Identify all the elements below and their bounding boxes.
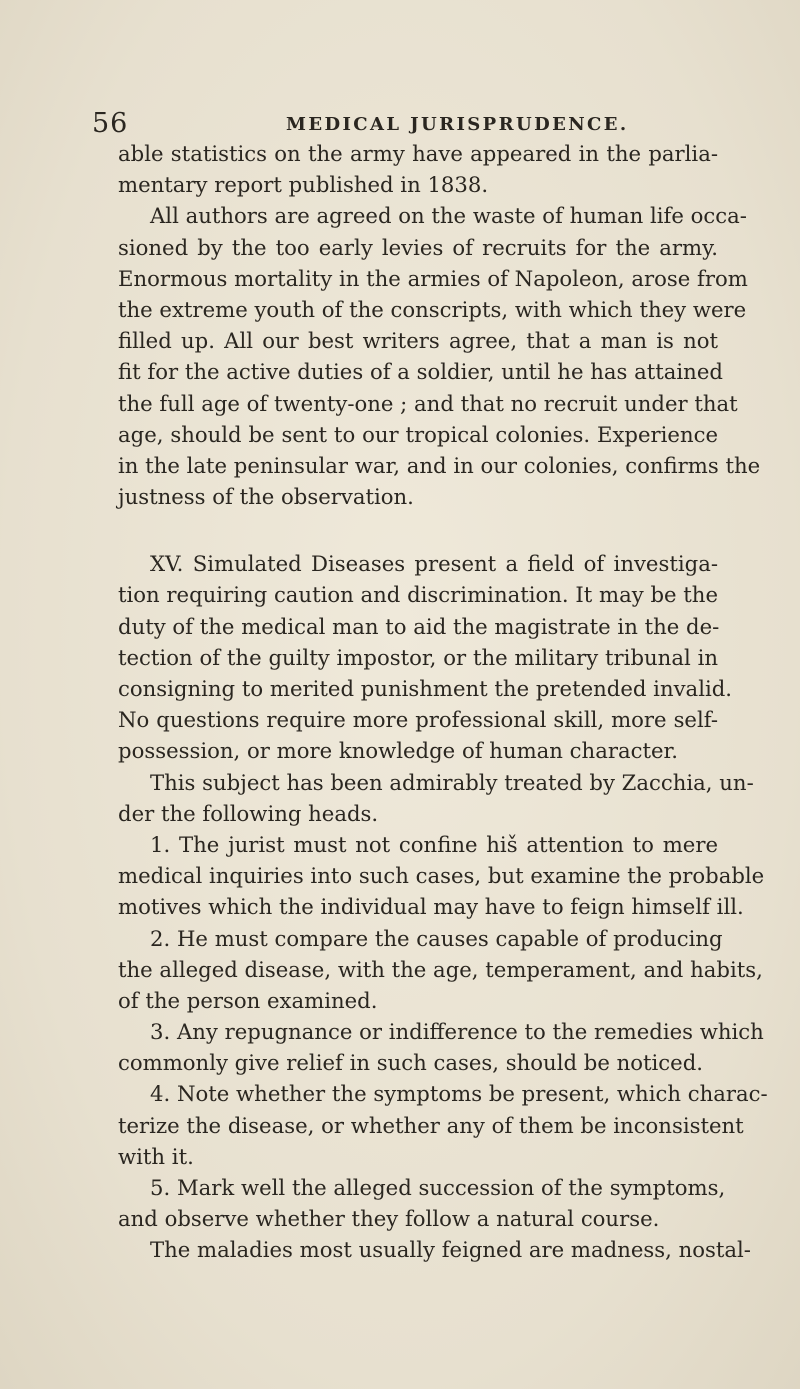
section-gap bbox=[118, 512, 718, 548]
text-line: with it. bbox=[118, 1143, 194, 1169]
text-line: possession, or more knowledge of human character. bbox=[118, 738, 679, 764]
text-line: 1. The jurist must not confine hiš attention to mere bbox=[150, 831, 718, 857]
text-line: sioned by the too early levies of recruits for the army. bbox=[118, 234, 718, 260]
text-line: of the person examined. bbox=[118, 987, 378, 1013]
body-text bbox=[118, 138, 768, 1266]
text-line: the alleged disease, with the age, temperament, and habits, bbox=[118, 956, 763, 982]
paragraph bbox=[118, 767, 754, 829]
text-line: the full age of twenty-one ; and that no recruit under that bbox=[118, 390, 738, 416]
numbered-item bbox=[118, 923, 763, 1017]
text-line: fit for the active duties of a soldier, until he has attained bbox=[118, 359, 723, 385]
numbered-item bbox=[118, 1078, 768, 1172]
text-line: No questions require more professional skill, more self- bbox=[118, 707, 718, 733]
text-line: age, should be sent to our tropical colonies. Experience bbox=[118, 421, 718, 447]
numbered-item bbox=[118, 1172, 726, 1234]
numbered-item bbox=[118, 829, 765, 923]
section-heading-line: XV. Simulated Diseases present a field of investiga- bbox=[150, 551, 718, 577]
text-line: filled up. All our best writers agree, that a man is not bbox=[118, 328, 718, 354]
text-line: duty of the medical man to aid the magistrate in the de- bbox=[118, 613, 720, 639]
text-line: tection of the guilty impostor, or the military tribunal in bbox=[118, 644, 718, 670]
text-line: 2. He must compare the causes capable of producing bbox=[150, 925, 723, 951]
running-title: MEDICAL JURISPRUDENCE. bbox=[286, 114, 629, 135]
text-line: Enormous mortality in the armies of Napoleon, arose from bbox=[118, 265, 748, 291]
numbered-item bbox=[118, 1016, 764, 1078]
text-line: in the late peninsular war, and in our colonies, confirms the bbox=[118, 452, 761, 478]
paragraph bbox=[118, 1234, 751, 1265]
text-line: motives which the individual may have to feign himself ill. bbox=[118, 894, 744, 920]
paragraph bbox=[118, 200, 761, 512]
paragraph bbox=[118, 138, 718, 200]
running-head bbox=[92, 108, 712, 142]
page-number: 56 bbox=[92, 108, 129, 139]
text-line: This subject has been admirably treated by Zacchia, un- bbox=[150, 769, 754, 795]
text-line: 3. Any repugnance or indifference to the remedies which bbox=[150, 1019, 764, 1045]
section-xv bbox=[118, 548, 733, 766]
text-line: All authors are agreed on the waste of human life occa- bbox=[150, 203, 747, 229]
text-line: able statistics on the army have appeared in the parlia- bbox=[118, 141, 718, 166]
text-line: commonly give relief in such cases, should be noticed. bbox=[118, 1050, 704, 1076]
text-line: tion requiring caution and discrimination. It may be the bbox=[118, 582, 718, 608]
text-line: The maladies most usually feigned are madness, nostal- bbox=[150, 1237, 751, 1263]
text-line: 5. Mark well the alleged succession of the symptoms, bbox=[150, 1175, 726, 1200]
text-line: consigning to merited punishment the pretended invalid. bbox=[118, 676, 733, 701]
text-line: the extreme youth of the conscripts, with which they were bbox=[118, 296, 747, 322]
text-line: 4. Note whether the symptoms be present, which charac- bbox=[150, 1081, 768, 1107]
text-line: der the following heads. bbox=[118, 800, 379, 826]
text-line: mentary report published in 1838. bbox=[118, 172, 489, 198]
text-line: justness of the observation. bbox=[118, 484, 414, 510]
text-line: terize the disease, or whether any of them be inconsistent bbox=[118, 1112, 744, 1138]
text-line: medical inquiries into such cases, but examine the probable bbox=[118, 863, 765, 889]
text-line: and observe whether they follow a natural course. bbox=[118, 1206, 660, 1232]
